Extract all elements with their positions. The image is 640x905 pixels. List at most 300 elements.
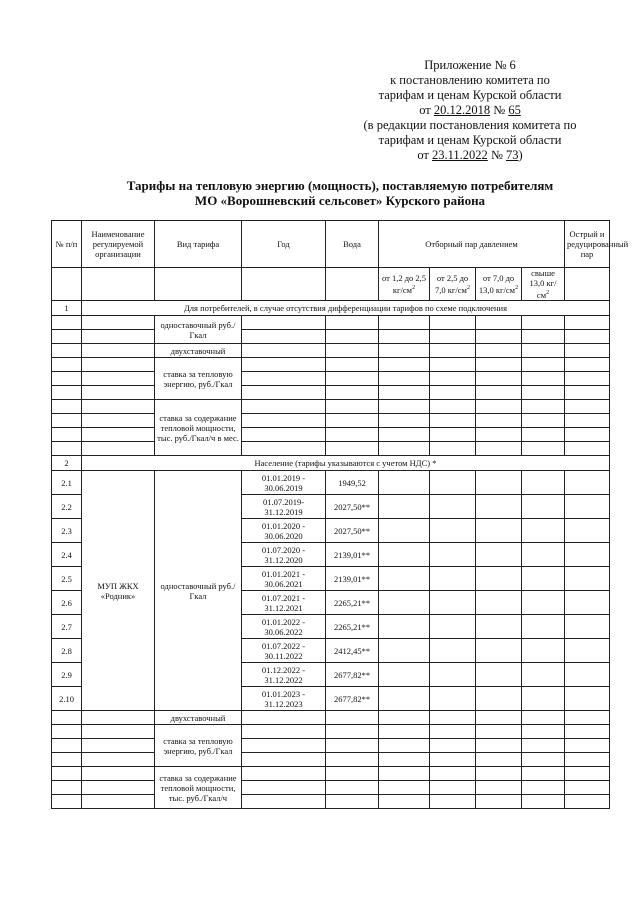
cell	[565, 591, 610, 615]
row-num: 2.5	[52, 567, 82, 591]
table-row	[52, 753, 610, 767]
cell	[326, 739, 379, 753]
cell	[52, 316, 82, 330]
cell	[430, 316, 476, 330]
cell	[522, 753, 565, 767]
cell	[476, 372, 522, 386]
cell	[242, 739, 326, 753]
cell	[379, 711, 430, 725]
cell	[522, 428, 565, 442]
cell	[565, 519, 610, 543]
cell	[522, 519, 565, 543]
cell	[522, 543, 565, 567]
tariff-type-cell: одноставочный руб./Гкал	[155, 471, 242, 711]
cell	[326, 753, 379, 767]
cell	[476, 781, 522, 795]
cell	[476, 386, 522, 400]
cell	[379, 358, 430, 372]
text: №	[490, 103, 509, 117]
cell	[326, 795, 379, 809]
cell	[430, 495, 476, 519]
cell	[476, 663, 522, 687]
cell	[242, 428, 326, 442]
cell	[82, 268, 155, 301]
cell	[565, 495, 610, 519]
cell	[522, 344, 565, 358]
cell	[476, 767, 522, 781]
section-row	[52, 301, 610, 316]
cell	[522, 795, 565, 809]
cell	[242, 372, 326, 386]
cell	[82, 753, 155, 767]
decree-number: 65	[508, 103, 521, 117]
cell	[52, 386, 82, 400]
cell	[565, 615, 610, 639]
cell	[379, 591, 430, 615]
document-header	[330, 58, 610, 163]
text: свыше 13,0 кг/см	[529, 268, 557, 300]
header-pressure-4	[522, 268, 565, 301]
cell	[82, 428, 155, 442]
cell	[430, 372, 476, 386]
cell	[522, 663, 565, 687]
cell	[430, 414, 476, 428]
cell	[52, 400, 82, 414]
cell	[565, 767, 610, 781]
cell	[430, 386, 476, 400]
cell	[379, 414, 430, 428]
cell	[430, 795, 476, 809]
cell	[242, 316, 326, 330]
cell	[565, 344, 610, 358]
table-row	[52, 795, 610, 809]
cell	[565, 725, 610, 739]
cell	[326, 767, 379, 781]
tariff-type-cell: двухставочный	[155, 344, 242, 358]
cell	[476, 591, 522, 615]
cell	[379, 739, 430, 753]
cell	[476, 567, 522, 591]
cell	[326, 268, 379, 301]
cell	[242, 753, 326, 767]
cell	[522, 615, 565, 639]
cell	[430, 543, 476, 567]
cell	[476, 471, 522, 495]
cell	[565, 268, 610, 301]
table-row	[52, 330, 610, 344]
cell	[430, 687, 476, 711]
cell	[242, 400, 326, 414]
header-line: тарифам и ценам Курской области	[378, 133, 562, 147]
row-num: 2.6	[52, 591, 82, 615]
cell	[430, 711, 476, 725]
cell	[522, 687, 565, 711]
superscript: 2	[515, 285, 519, 292]
header-tariff-type: Вид тарифа	[155, 221, 242, 268]
cell	[82, 330, 155, 344]
cell	[242, 386, 326, 400]
cell	[52, 442, 82, 456]
table-row	[52, 372, 610, 386]
header-pressure-1	[379, 268, 430, 301]
cell	[430, 639, 476, 663]
superscript: 2	[412, 285, 416, 292]
cell	[476, 358, 522, 372]
cell	[430, 400, 476, 414]
table-row	[52, 767, 610, 781]
cell	[522, 372, 565, 386]
cell	[52, 767, 82, 781]
cell	[155, 268, 242, 301]
cell	[565, 358, 610, 372]
cell	[476, 543, 522, 567]
header-steam: Отборный пар давлением	[379, 221, 565, 268]
cell	[430, 591, 476, 615]
cell	[326, 414, 379, 428]
cell	[82, 358, 155, 372]
cell	[52, 344, 82, 358]
header-pressure-3	[476, 268, 522, 301]
cell	[476, 639, 522, 663]
section-row	[52, 456, 610, 471]
cell	[565, 543, 610, 567]
cell	[565, 386, 610, 400]
cell	[82, 442, 155, 456]
tariff-type-cell: ставка за содержание тепловой мощности, тыс. руб./Гкал/ч	[155, 767, 242, 809]
cell	[379, 753, 430, 767]
period-cell: 01.07.2022 - 30.11.2022	[242, 639, 326, 663]
cell	[430, 567, 476, 591]
cell	[52, 268, 82, 301]
cell	[82, 711, 155, 725]
header-year: Год	[242, 221, 326, 268]
water-tariff: 2139,01**	[326, 567, 379, 591]
cell	[565, 795, 610, 809]
row-num: 2.8	[52, 639, 82, 663]
cell	[242, 442, 326, 456]
cell	[522, 591, 565, 615]
cell	[476, 414, 522, 428]
cell	[476, 615, 522, 639]
row-num: 2.2	[52, 495, 82, 519]
cell	[430, 330, 476, 344]
cell	[565, 372, 610, 386]
cell	[476, 711, 522, 725]
header-line: (в редакции постановления комитета по	[363, 118, 577, 132]
water-tariff: 2027,50**	[326, 495, 379, 519]
cell	[326, 372, 379, 386]
superscript: 2	[546, 290, 550, 297]
header-sharp-steam: Острый и редуцированный пар	[565, 221, 610, 268]
cell	[565, 316, 610, 330]
amendment-number: 73	[506, 148, 519, 162]
cell	[522, 442, 565, 456]
cell	[522, 639, 565, 663]
cell	[242, 330, 326, 344]
cell	[430, 358, 476, 372]
water-tariff: 2412,45**	[326, 639, 379, 663]
cell	[522, 781, 565, 795]
cell	[565, 739, 610, 753]
cell	[565, 400, 610, 414]
water-tariff: 2139,01**	[326, 543, 379, 567]
cell	[242, 711, 326, 725]
cell	[326, 330, 379, 344]
cell	[430, 442, 476, 456]
cell	[476, 753, 522, 767]
row-num: 2.1	[52, 471, 82, 495]
cell	[82, 781, 155, 795]
cell	[379, 781, 430, 795]
period-cell: 01.01.2023 - 31.12.2023	[242, 687, 326, 711]
cell	[379, 567, 430, 591]
cell	[476, 344, 522, 358]
period-cell: 01.01.2021 - 30.06.2021	[242, 567, 326, 591]
cell	[565, 442, 610, 456]
cell	[242, 268, 326, 301]
cell	[379, 344, 430, 358]
row-num: 2.10	[52, 687, 82, 711]
cell	[326, 725, 379, 739]
cell	[379, 615, 430, 639]
organization-name: МУП ЖКХ «Родник»	[82, 471, 155, 711]
cell	[379, 316, 430, 330]
water-tariff: 1949,52	[326, 471, 379, 495]
period-cell: 01.07.2020 - 31.12.2020	[242, 543, 326, 567]
cell	[379, 400, 430, 414]
cell	[379, 663, 430, 687]
title-line: МО «Ворошневский сельсовет» Курского района	[194, 193, 486, 208]
cell	[430, 615, 476, 639]
cell	[522, 330, 565, 344]
cell	[379, 543, 430, 567]
period-cell: 01.07.2019- 31.12.2019	[242, 495, 326, 519]
cell	[522, 739, 565, 753]
row-num: 2.9	[52, 663, 82, 687]
cell	[565, 428, 610, 442]
cell	[326, 386, 379, 400]
table-row	[52, 442, 610, 456]
cell	[565, 663, 610, 687]
cell	[565, 330, 610, 344]
cell	[379, 386, 430, 400]
cell	[379, 725, 430, 739]
cell	[522, 725, 565, 739]
cell	[52, 781, 82, 795]
table-header-row	[52, 221, 610, 268]
cell	[522, 358, 565, 372]
cell	[52, 358, 82, 372]
cell	[82, 316, 155, 330]
cell	[82, 372, 155, 386]
cell	[522, 414, 565, 428]
table-row	[52, 711, 610, 725]
cell	[476, 519, 522, 543]
tariff-type-cell: одноставочный руб./Гкал	[155, 316, 242, 344]
cell	[379, 495, 430, 519]
cell	[430, 753, 476, 767]
water-tariff: 2677,82**	[326, 687, 379, 711]
period-cell: 01.12.2022 - 31.12.2022	[242, 663, 326, 687]
cell	[326, 781, 379, 795]
cell	[326, 358, 379, 372]
header-pressure-2	[430, 268, 476, 301]
header-line: тарифам и ценам Курской области	[378, 88, 562, 102]
cell	[522, 386, 565, 400]
cell	[52, 753, 82, 767]
cell	[379, 330, 430, 344]
superscript: 2	[466, 285, 470, 292]
cell	[430, 781, 476, 795]
water-tariff: 2027,50**	[326, 519, 379, 543]
cell	[52, 795, 82, 809]
table-subheader-row	[52, 268, 610, 301]
cell	[326, 344, 379, 358]
document-title	[60, 178, 620, 208]
cell	[326, 442, 379, 456]
table-row	[52, 358, 610, 372]
water-tariff: 2677,82**	[326, 663, 379, 687]
title-line: Тарифы на тепловую энергию (мощность), поставляемую потребителям	[126, 178, 554, 193]
cell	[52, 739, 82, 753]
cell	[565, 781, 610, 795]
cell	[430, 739, 476, 753]
cell	[82, 414, 155, 428]
water-tariff: 2265,21**	[326, 591, 379, 615]
row-num: 2.3	[52, 519, 82, 543]
table-row	[52, 739, 610, 753]
table-row	[52, 344, 610, 358]
cell	[565, 711, 610, 725]
cell	[430, 725, 476, 739]
cell	[430, 471, 476, 495]
cell	[476, 316, 522, 330]
section-num: 2	[52, 456, 82, 471]
cell	[82, 344, 155, 358]
cell	[379, 471, 430, 495]
header-num: № п/п	[52, 221, 82, 268]
cell	[242, 767, 326, 781]
cell	[522, 471, 565, 495]
cell	[242, 344, 326, 358]
tariff-type-cell: ставка за тепловую энергию, руб./Гкал	[155, 358, 242, 400]
cell	[242, 781, 326, 795]
cell	[565, 639, 610, 663]
decree-reference	[330, 103, 610, 118]
cell	[379, 428, 430, 442]
cell	[565, 471, 610, 495]
text: от 1,2 до 2,5 кг/см	[381, 273, 427, 295]
header-water: Вода	[326, 221, 379, 268]
cell	[565, 753, 610, 767]
cell	[52, 711, 82, 725]
cell	[242, 725, 326, 739]
cell	[565, 414, 610, 428]
amendment-reference	[330, 148, 610, 163]
cell	[476, 495, 522, 519]
water-tariff: 2265,21**	[326, 615, 379, 639]
cell	[242, 358, 326, 372]
text: от 7,0 до 13,0 кг/см	[478, 273, 516, 295]
cell	[82, 795, 155, 809]
cell	[430, 663, 476, 687]
table-row	[52, 725, 610, 739]
table-row	[52, 386, 610, 400]
tariff-type-cell: ставка за содержание тепловой мощности, тыс. руб./Гкал/ч в мес.	[155, 400, 242, 456]
cell	[522, 495, 565, 519]
table-row	[52, 316, 610, 330]
appendix-number: Приложение № 6	[424, 58, 516, 72]
period-cell: 01.01.2022 - 30.06.2022	[242, 615, 326, 639]
cell	[52, 414, 82, 428]
cell	[326, 400, 379, 414]
period-cell: 01.07.2021 - 31.12.2021	[242, 591, 326, 615]
cell	[476, 795, 522, 809]
cell	[522, 767, 565, 781]
cell	[476, 428, 522, 442]
cell	[522, 567, 565, 591]
text: от	[417, 148, 433, 162]
cell	[82, 386, 155, 400]
text: )	[518, 148, 523, 162]
amendment-date: 23.11.2022	[432, 148, 488, 162]
cell	[379, 639, 430, 663]
cell	[326, 711, 379, 725]
tariff-type-cell: ставка за тепловую энергию, руб./Гкал	[155, 725, 242, 767]
tariff-table	[51, 220, 629, 809]
cell	[430, 344, 476, 358]
period-cell: 01.01.2019 - 30.06.2019	[242, 471, 326, 495]
cell	[430, 519, 476, 543]
cell	[82, 400, 155, 414]
text: №	[487, 148, 506, 162]
section-num: 1	[52, 301, 82, 316]
tariff-type-cell: двухставочный	[155, 711, 242, 725]
cell	[476, 330, 522, 344]
cell	[52, 725, 82, 739]
cell	[379, 767, 430, 781]
decree-date: 20.12.2018	[433, 103, 491, 117]
cell	[326, 428, 379, 442]
cell	[565, 687, 610, 711]
cell	[242, 795, 326, 809]
cell	[430, 767, 476, 781]
cell	[522, 400, 565, 414]
row-num: 2.4	[52, 543, 82, 567]
cell	[565, 567, 610, 591]
cell	[82, 739, 155, 753]
cell	[52, 372, 82, 386]
cell	[52, 428, 82, 442]
cell	[379, 687, 430, 711]
cell	[522, 711, 565, 725]
cell	[379, 372, 430, 386]
section-label: Для потребителей, в случае отсутствия дифференциации тарифов по схеме подключения	[82, 301, 610, 316]
text: от 2,5 до 7,0 кг/см	[435, 273, 469, 295]
cell	[476, 400, 522, 414]
section-label: Население (тарифы указываются с учетом НДС) *	[82, 456, 610, 471]
cell	[82, 725, 155, 739]
cell	[476, 442, 522, 456]
cell	[430, 428, 476, 442]
cell	[52, 330, 82, 344]
table-row	[52, 471, 610, 495]
cell	[82, 767, 155, 781]
table-row	[52, 414, 610, 428]
header-org: Наименование регулируемой организации	[82, 221, 155, 268]
table-row	[52, 400, 610, 414]
cell	[379, 442, 430, 456]
